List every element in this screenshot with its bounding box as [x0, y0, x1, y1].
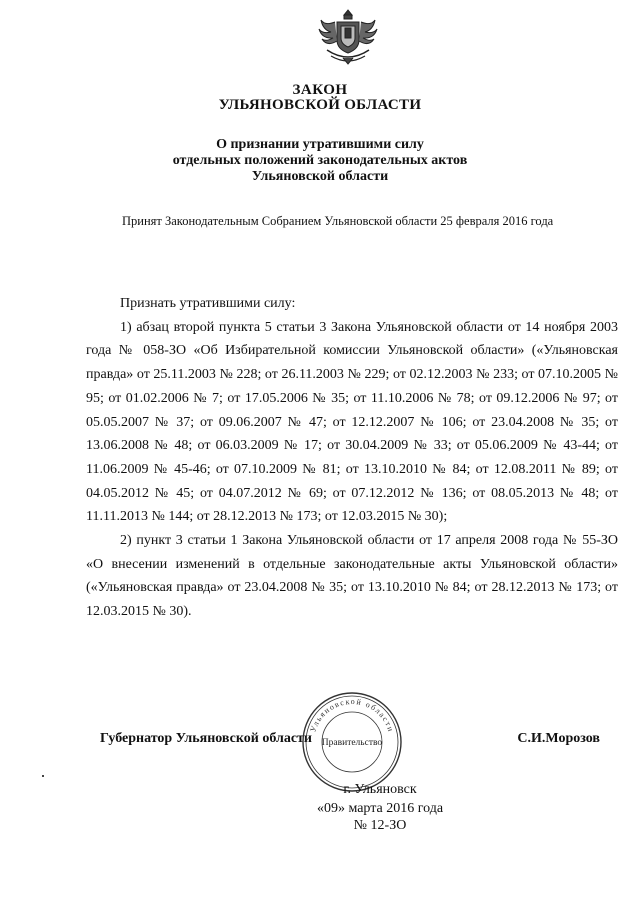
- adoption-note: Принят Законодательным Собранием Ульяновской области 25 февраля 2016 года: [122, 214, 554, 228]
- law-title: ЗАКОН: [292, 82, 348, 98]
- footer-city: г. Ульяновск: [343, 782, 417, 797]
- official-seal-icon: [300, 690, 404, 794]
- footer-number: № 12-ЗО: [353, 818, 407, 833]
- subject-line-2: отдельных положений законодательных актов: [172, 153, 468, 168]
- body-item-2: 2) пункт 3 статьи 1 Закона Ульяновской области от 17 апреля 2008 года № 55-ЗО «О внесении изменений в отдельные законодательные акты Ульяновской области» («Ульяновская правда» от 23.04.2008 № 35; от 13.10.2010 № 84; от 28.12.2013 № 173; от 12.03.2015 № 30).: [86, 533, 618, 620]
- law-region: УЛЬЯНОВСКОЙ ОБЛАСТИ: [218, 97, 422, 113]
- subject-line-3: Ульяновской области: [251, 169, 389, 184]
- svg-text:Ульяновской области: [308, 697, 395, 734]
- seal-center-text: Правительство: [321, 738, 383, 748]
- signatory-role: Губернатор Ульяновской области: [100, 731, 312, 746]
- signatory-name: С.И.Морозов: [517, 731, 600, 746]
- body-item-1: 1) абзац второй пункта 5 статьи 3 Закона Ульяновской области от 14 ноября 2003 года № 058-ЗО «Об Избирательной комиссии Ульяновской области» («Ульяновская правда» от 25.11.2003 № 228; от 26.11.2003 № 229; от 02.12.2003 № 233; от 07.10.2005 № 95; от 01.02.2006 № 7; от 17.05.2006 № 35; от 11.10.2006 № 78; от 09.12.2006 № 97; от 05.05.2007 № 37; от 09.06.2007 № 47; от 12.12.2007 № 106; от 23.04.2008 № 35; от 13.06.2008 № 48; от 06.03.2009 № 17; от 30.04.2009 № 33; от 05.06.2009 № 43-44; от 11.06.2009 № 45-46; от 07.10.2009 № 81; от 13.10.2010 № 84; от 12.08.2011 № 89; от 04.05.2012 № 45; от 04.07.2012 № 69; от 07.12.2012 № 136; от 08.05.2013 № 48; от 11.11.2013 № 144; от 28.12.2013 № 173; от 12.03.2015 № 30);: [86, 319, 618, 525]
- law-body: [86, 292, 618, 624]
- seal-ring-text: Ульяновской области: [308, 696, 396, 734]
- footer-date: «09» марта 2016 года: [316, 801, 444, 816]
- coat-of-arms-emblem-icon: [313, 6, 383, 68]
- body-intro: Признать утратившими силу:: [120, 296, 296, 311]
- speck: [42, 775, 44, 777]
- subject-line-1: О признании утратившими силу: [216, 137, 424, 152]
